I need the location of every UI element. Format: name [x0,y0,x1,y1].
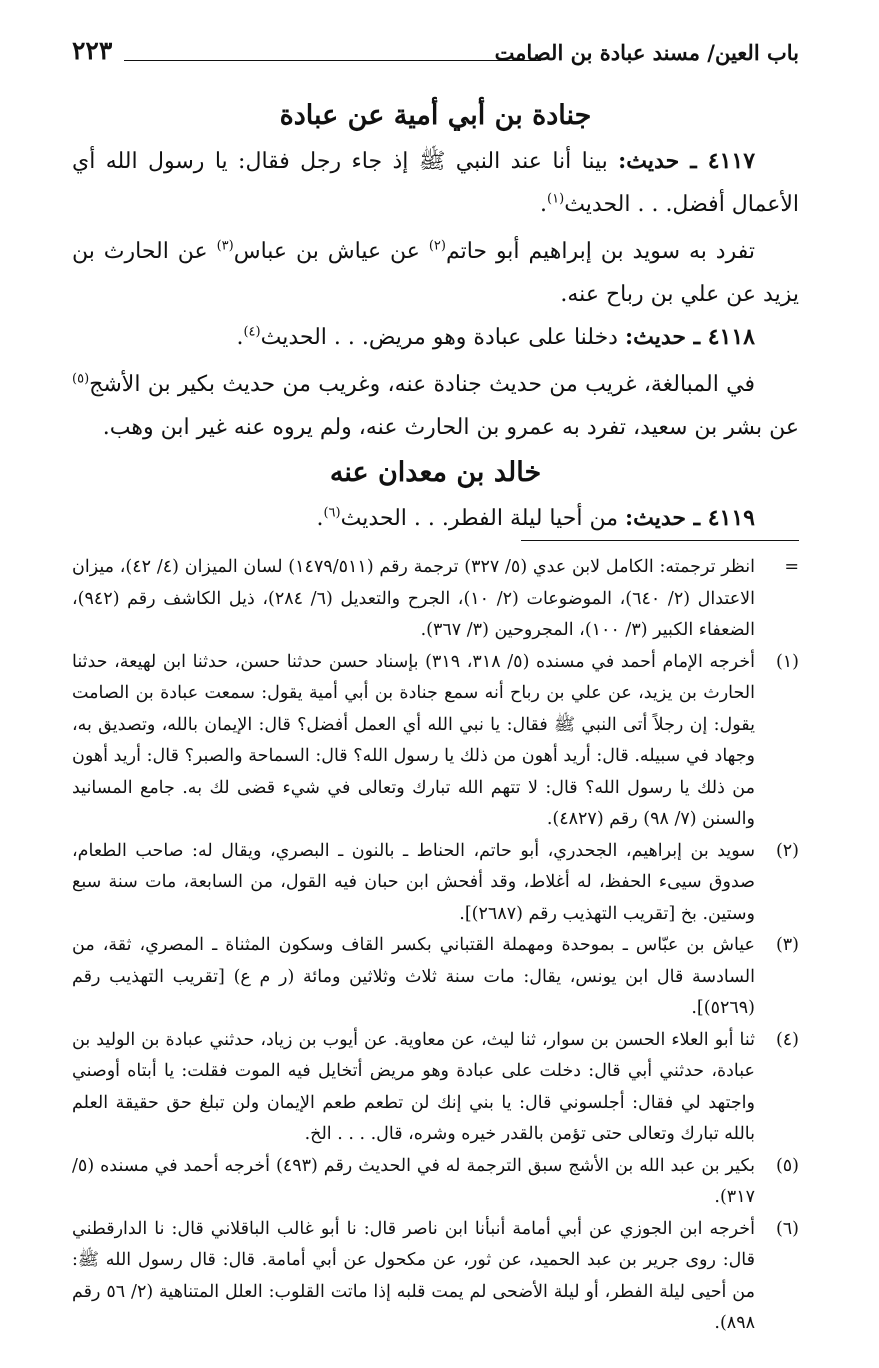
footnote-number: (٣) [775,935,799,955]
footnote-5 [72,1151,799,1214]
footnotes [72,552,799,1340]
footnote-ref: (٥) [72,371,90,387]
footnote-ref: (٢) [428,238,446,254]
hadith-label: ٤١١٩ ـ حديث: [624,505,755,531]
footnote-text: بكير بن عبد الله بن الأشج سبق الترجمة له في الحديث رقم (٤٩٣) أخرجه أحمد في مسنده (٥/ ٣١٧). [72,1155,755,1207]
footnote-number: (٥) [775,1155,799,1176]
footnote-separator [521,540,799,541]
comment-text: في المبالغة، غريب من حديث جنادة عنه، وغريب من حديث بكير بن الأشج [89,372,755,397]
footnote-ref: (٦) [323,505,341,521]
page-number: ٢٢٣ [72,36,113,65]
comment-text: تفرد به سويد بن إبراهيم أبو حاتم [445,239,755,264]
footnote-text: عياش بن عبّاس ـ بموحدة ومهملة القتباني بكسر القاف وسكون المثناة ـ المصري، ثقة، من السادسة قال ابن يونس، يقال: مات سنة ثلاث وثلاثين ومائة (ر م ع) [تقريب التهذيب رقم (٥٢٦٩)]. [72,935,755,1018]
hadith-text: بينا أنا عند النبي ﷺ إذ جاء رجل فقال: يا رسول الله أي الأعمال أفضل. . . الحديث [72,149,799,217]
section-heading-junada: جنادة بن أبي أمية عن عبادة [279,100,592,131]
footnote-text: أخرجه ابن الجوزي عن أبي أمامة أنبأنا ابن ناصر قال: نا أبو غالب الباقلاني قال: نا الدارقطني قال: روى جرير بن عبد الحميد، عن ثور، عن مكحول عن أبي أمامة. قال: قال رسول الله ﷺ: من أحيى ليلة الفطر، أو ليلة الأضحى لم يمت قلبه إذا ماتت القلوب: العلل المتناهية (٢/ ٥٦ رقم ٨٩٨). [72,1218,755,1333]
footnote-ref: (١) [547,191,565,207]
comment-text: عن بشر بن سعيد، تفرد به عمرو بن الحارث عنه، ولم يروه عنه غير ابن وهب. [102,415,799,440]
footnote-text: سويد بن إبراهيم، الجحدري، أبو حاتم، الحناط ـ بالنون ـ البصري، ويقال له: صاحب الطعام، صدوق سيىء الحفظ، له أغلاط، وقد أفحش ابن حبان فيه القول، من السابعة، مات سنة سبع وستين. بخ [تقريب التهذيب رقم (٢٦٨٧)]. [72,840,755,924]
comment-paragraph-2 [72,363,799,449]
footnote-number: (٢) [775,840,799,861]
footnote-3 [72,930,799,1025]
footnote-text: انظر ترجمته: الكامل لابن عدي (٥/ ٣٢٧) ترجمة رقم (١٤٧٩/٥١١) لسان الميزان (٤/ ٤٢)، ميزان الاعتدال (٢/ ٦٤٠)، الموضوعات (٢/ ١٠)، الجرح والتعديل (٦/ ٢٨٤)، ذيل الكاشف رقم (٩٤٢)، الضعفاء الكبير (٣/ ١٠٠)، المجروحين (٣/ ٣٦٧). [72,557,756,640]
footnote-number: (١) [775,651,799,672]
hadith-label: ٤١١٨ ـ حديث: [624,324,755,350]
comment-text: عن عياش بن عباس [233,239,429,264]
hadith-label: ٤١١٧ ـ حديث: [618,148,756,174]
footnote-number: (٤) [775,1029,799,1050]
hadith-end: . [540,192,548,217]
footnote-text: أخرجه الإمام أحمد في مسنده (٥/ ٣١٨، ٣١٩) بإسناد حسن حدثنا حسن، حدثنا ابن لهيعة، حدثنا الحارث بن يزيد، عن علي بن رباح أنه سمع جنادة بن أبي أمية يقول: سمعت عبادة بن الصامت يقول: إن رجلاً أتى النبي ﷺ فقال: يا نبي الله أي العمل أفضل؟ قال: الإيمان بالله، وتصديق به، وجهاد في سبيله. قال: أريد أهون من ذلك يا رسول الله؟ قال: السماحة والصبر؟ قال: أريد أهون من ذلك يا رسول الله؟ قال: لا تتهم الله تبارك وتعالى في شيء قضى لك به. جامع المسانيد والسنن (٧/ ٩٨) رقم (٤٨٢٧). [72,651,755,829]
running-header [72,38,799,72]
footnote-ref: (٤) [243,324,261,340]
hadith-text: دخلنا على عبادة وهو مريض. . . الحديث [260,325,625,350]
hadith-4118 [72,316,799,359]
comment-text: عن الحارث بن يزيد عن علي بن رباح عنه. [72,239,799,307]
section-heading-khalid: خالد بن معدان عنه [329,457,542,488]
hadith-end: . [316,506,324,531]
footnote-number: = [784,557,799,577]
hadith-text: من أحيا ليلة الفطر. . . الحديث [340,506,625,531]
footnote-2 [72,836,799,931]
header-rule [124,60,541,61]
running-title: باب العين/ مسند عبادة بن الصامت [494,40,799,65]
main-text [72,92,799,540]
footnote-6 [72,1214,799,1340]
comment-paragraph-1 [72,230,799,316]
footnote-continued [72,552,799,647]
hadith-4117 [72,140,799,226]
footnote-1 [72,647,799,836]
footnote-number: (٦) [775,1218,799,1239]
footnote-text: ثنا أبو العلاء الحسن بن سوار، ثنا ليث، عن معاوية. عن أيوب بن زياد، حدثني عبادة بن الوليد بن عبادة، حدثني أبي قال: دخلت على عبادة وهو مريض أتخايل فيه الموت فقلت: يا أبتاه أوصني واجتهد لي فقال: أجلسوني قال: يا بني إنك لن تطعم طعم الإيمان ولن تبلغ حق حقيقة العلم بالله تبارك وتعالى حتى تؤمن بالقدر خيره وشره، قال. . . . الخ. [72,1029,755,1144]
hadith-4119 [72,497,799,540]
footnote-4 [72,1025,799,1151]
hadith-end: . [236,325,244,350]
footnote-ref: (٣) [216,238,234,254]
